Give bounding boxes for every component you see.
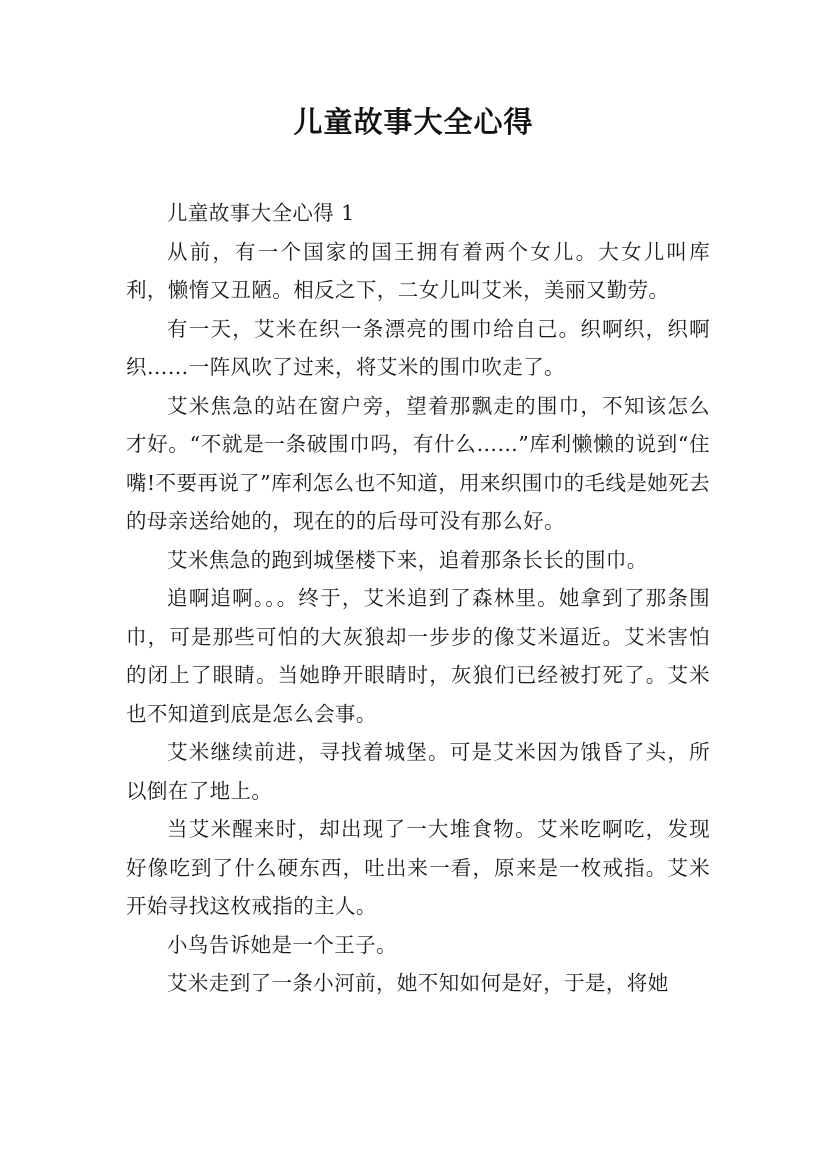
paragraph: 追啊追啊。。。终于，艾米追到了森林里。她拿到了那条围巾，可是那些可怕的大灰狼却一步步的像艾米逼近。艾米害怕的闭上了眼睛。当她睁开眼睛时，灰狼们已经被打死了。艾米也不知道到底是怎么会事。 bbox=[126, 586, 710, 726]
document-body bbox=[126, 194, 710, 1003]
paragraph: 艾米焦急的跑到城堡楼下来，追着那条长长的围巾。 bbox=[167, 547, 648, 572]
document-title: 儿童故事大全心得 bbox=[293, 105, 534, 139]
paragraph: 从前，有一个国家的国王拥有着两个女儿。大女儿叫库利，懒惰又丑陋。相反之下，二女儿叫艾米，美丽又勤劳。 bbox=[126, 239, 710, 302]
paragraph: 当艾米醒来时，却出现了一大堆食物。艾米吃啊吃，发现好像吃到了什么硬东西，吐出来一看，原来是一枚戒指。艾米开始寻找这枚戒指的主人。 bbox=[126, 817, 710, 918]
paragraph: 有一天，艾米在织一条漂亮的围巾给自己。织啊织，织啊织……一阵风吹了过来，将艾米的围巾吹走了。 bbox=[126, 316, 710, 379]
paragraph: 艾米焦急的站在窗户旁，望着那飘走的围巾，不知该怎么才好。“不就是一条破围巾吗，有什么……”库利懒懒的说到“住嘴!不要再说了”库利怎么也不知道，用来织围巾的毛线是她死去的母亲送给她的，现在的的后母可没有那么好。 bbox=[126, 393, 710, 533]
paragraph: 艾米继续前进，寻找着城堡。可是艾米因为饿昏了头，所以倒在了地上。 bbox=[126, 740, 710, 803]
paragraph: 艾米走到了一条小河前，她不知如何是好，于是，将她 bbox=[167, 971, 669, 995]
section-heading: 儿童故事大全心得 1 bbox=[167, 201, 355, 225]
paragraph: 小鸟告诉她是一个王子。 bbox=[167, 932, 397, 957]
